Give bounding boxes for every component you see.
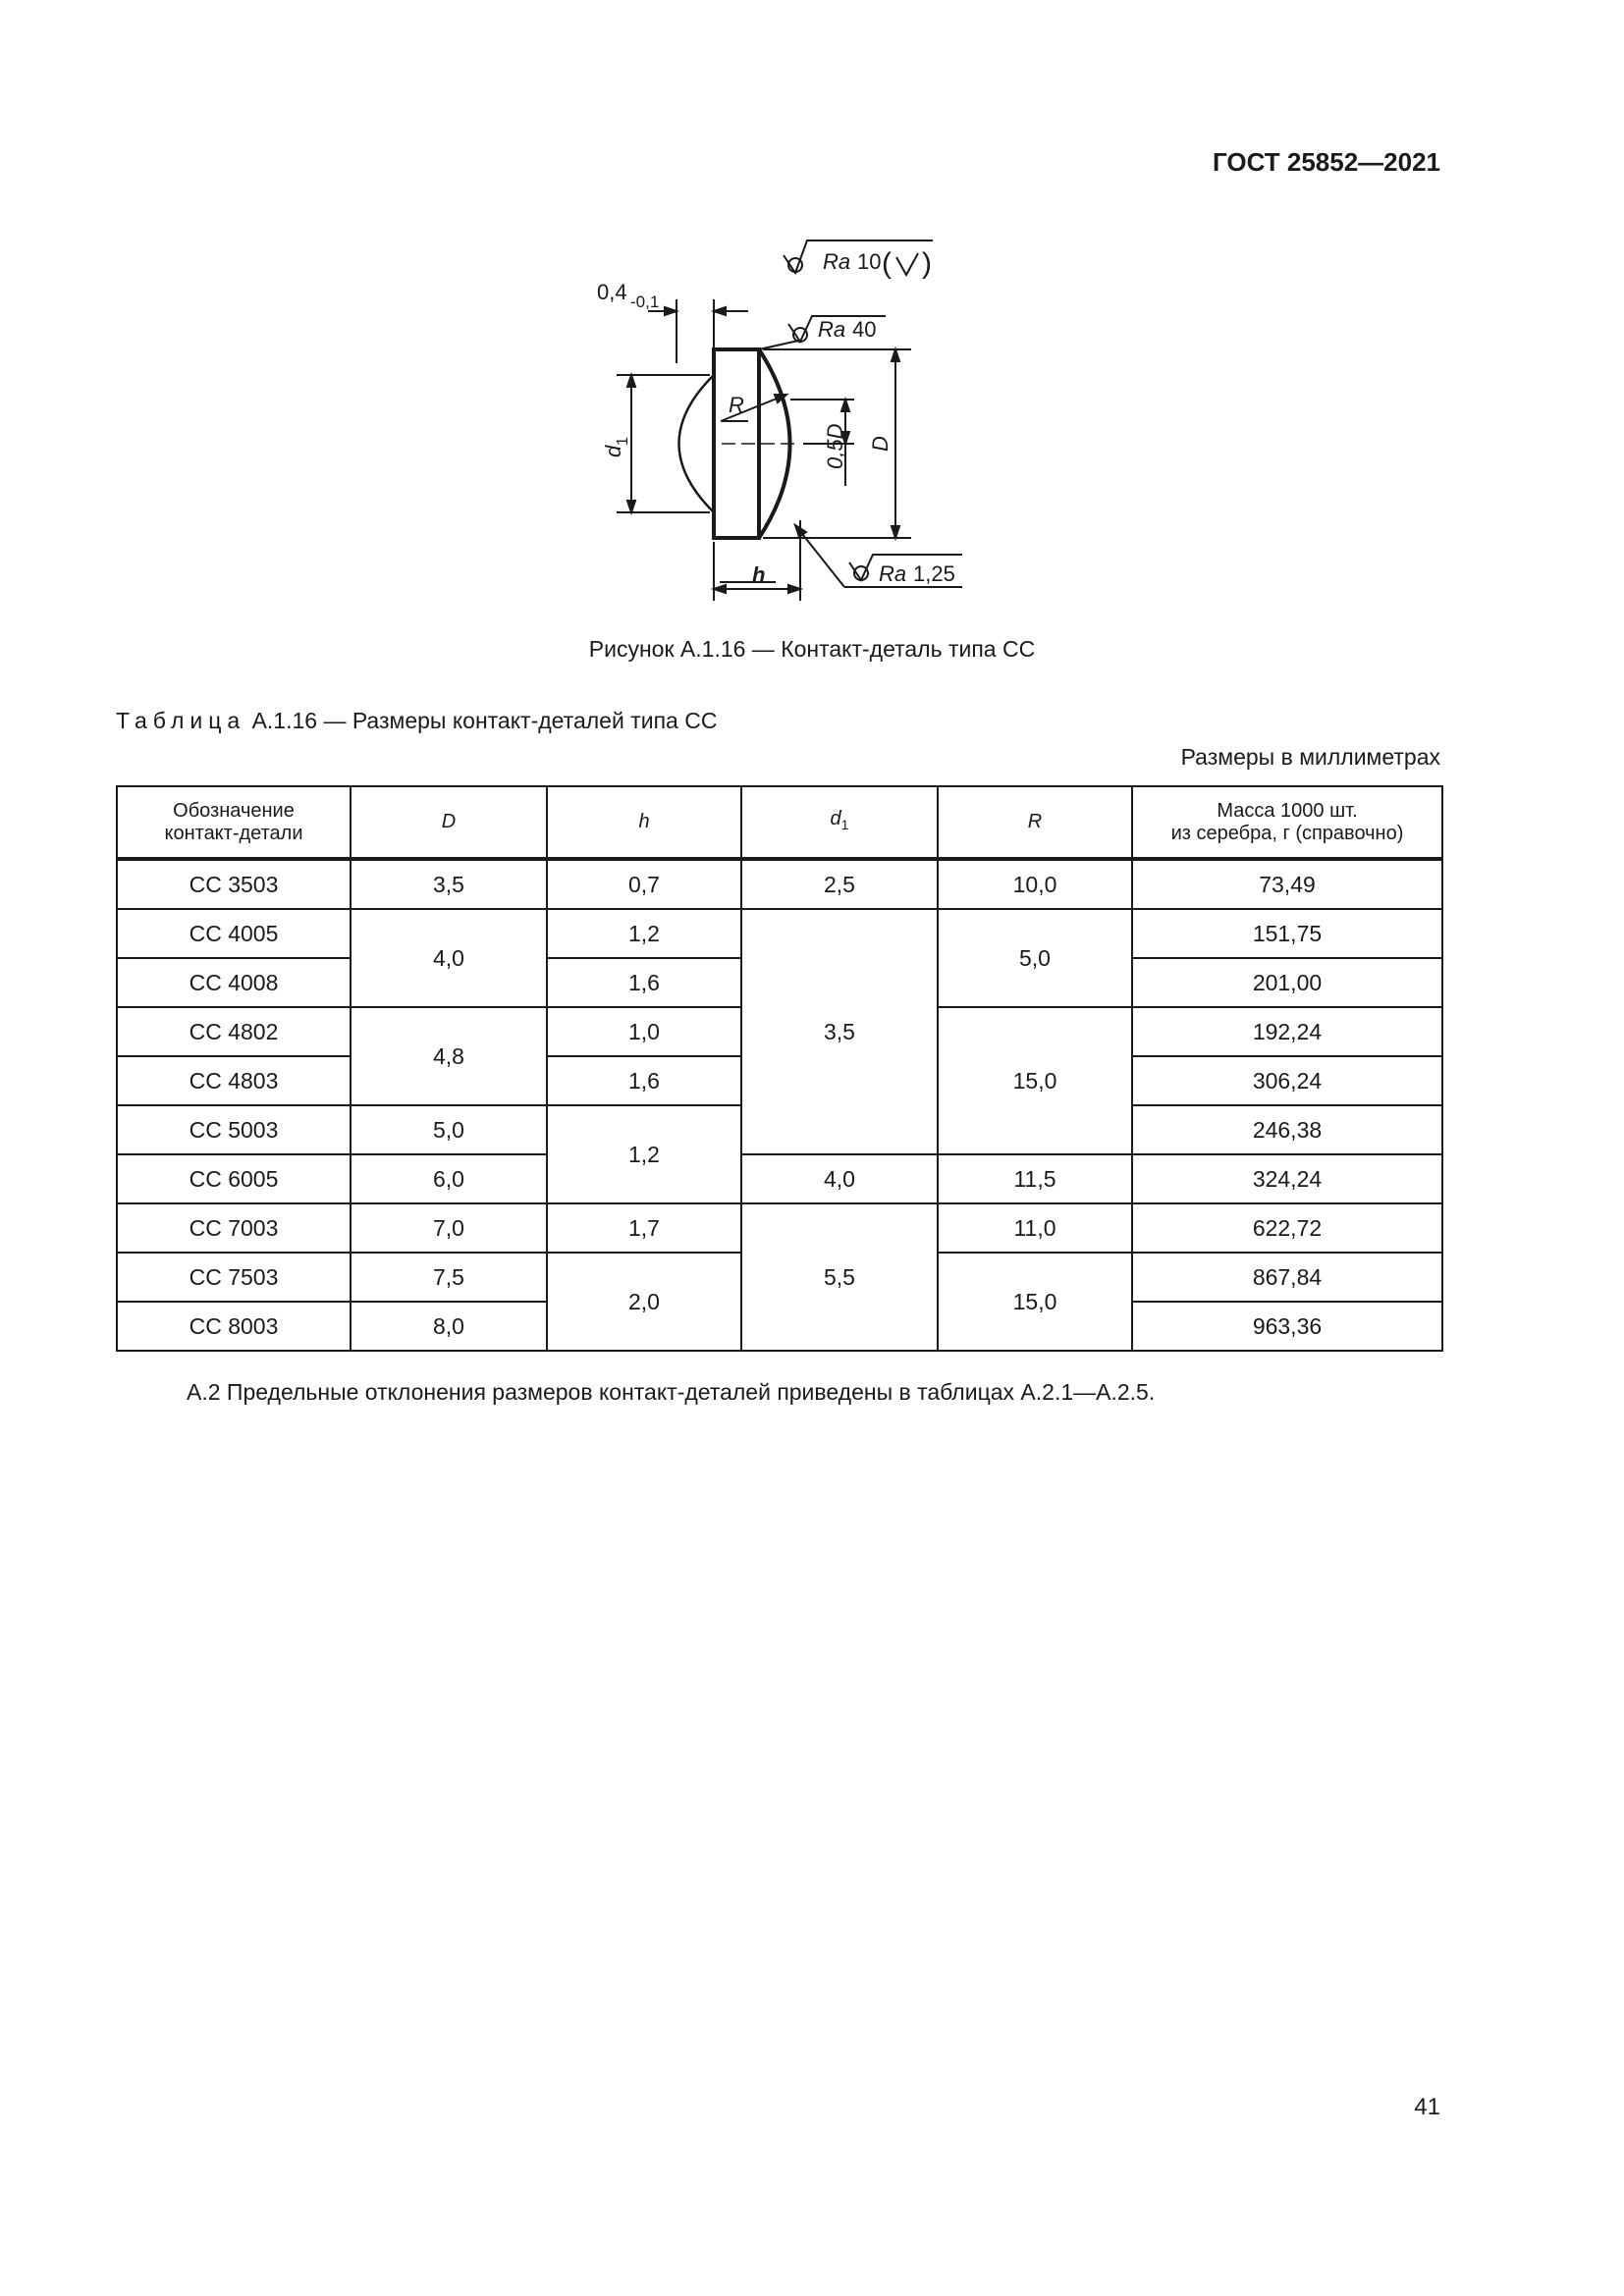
table-title-rest: А.1.16 — Размеры контакт-деталей типа СС xyxy=(251,708,718,733)
cell-mass: 324,24 xyxy=(1132,1154,1442,1203)
cell-d1: 2,5 xyxy=(741,859,938,909)
cell-designation: СС 4005 xyxy=(117,909,351,958)
cell-designation: СС 3503 xyxy=(117,859,351,909)
table-units: Размеры в миллиметрах xyxy=(1180,744,1440,770)
cell-mass: 246,38 xyxy=(1132,1105,1442,1154)
table-row xyxy=(117,1203,1442,1253)
cell-R: 5,0 xyxy=(938,909,1132,1007)
header-R: R xyxy=(938,786,1132,859)
cell-designation: СС 4008 xyxy=(117,958,351,1007)
header-D: D xyxy=(351,786,547,859)
note-paragraph: А.2 Предельные отклонения размеров контакт-деталей приведены в таблицах А.2.1—А.2.5. xyxy=(187,1379,1156,1405)
cell-d1: 3,5 xyxy=(741,909,938,1154)
table-title-prefix: Таблица xyxy=(116,708,246,733)
cell-designation: СС 4803 xyxy=(117,1056,351,1105)
ra-mid-label: Ra xyxy=(818,317,846,342)
cell-designation: СС 4802 xyxy=(117,1007,351,1056)
cell-designation: СС 6005 xyxy=(117,1154,351,1203)
cell-mass: 963,36 xyxy=(1132,1302,1442,1351)
cell-h: 0,7 xyxy=(547,859,741,909)
cell-R: 11,5 xyxy=(938,1154,1132,1203)
cell-designation: СС 8003 xyxy=(117,1302,351,1351)
figure-caption: Рисунок А.1.16 — Контакт-деталь типа СС xyxy=(588,636,1036,662)
cell-h: 1,0 xyxy=(547,1007,741,1056)
header-d1: $d_1$ xyxy=(741,786,938,859)
ra-top-paren-open: ( xyxy=(882,247,892,280)
d1-label-sub: 1 xyxy=(615,437,631,446)
cell-h: 1,2 xyxy=(547,909,741,958)
thickness-tolerance: -0,1 xyxy=(630,293,660,311)
header-h: h xyxy=(547,786,741,859)
cell-d1: 5,5 xyxy=(741,1203,938,1351)
cell-D: 3,5 xyxy=(351,859,547,909)
cell-mass: 73,49 xyxy=(1132,859,1442,909)
thickness-dimension: 0,4 xyxy=(597,280,627,304)
cell-d1: 4,0 xyxy=(741,1154,938,1203)
cell-h: 1,7 xyxy=(547,1203,741,1253)
ra-top-value: 10 xyxy=(857,249,882,274)
header-mass: Масса 1000 шт. из серебра, г (справочно) xyxy=(1132,786,1442,859)
cell-mass: 201,00 xyxy=(1132,958,1442,1007)
cell-D: 8,0 xyxy=(351,1302,547,1351)
cell-designation: СС 5003 xyxy=(117,1105,351,1154)
d1-label: d xyxy=(601,445,625,457)
cell-R: 15,0 xyxy=(938,1253,1132,1351)
ra-bot-value: 1,25 xyxy=(913,561,955,586)
cell-h: 1,2 xyxy=(547,1105,741,1203)
cell-D: 7,5 xyxy=(351,1253,547,1302)
d-label: D xyxy=(868,436,893,452)
ra-bot-label: Ra xyxy=(879,561,907,586)
standard-header: ГОСТ 25852—2021 xyxy=(1213,147,1440,177)
cell-mass: 867,84 xyxy=(1132,1253,1442,1302)
cell-mass: 192,24 xyxy=(1132,1007,1442,1056)
table-row xyxy=(117,1154,1442,1203)
cell-h: 2,0 xyxy=(547,1253,741,1351)
contact-part-drawing xyxy=(550,231,1001,614)
cell-mass: 622,72 xyxy=(1132,1203,1442,1253)
header-designation: Обозначение контакт-детали xyxy=(117,786,351,859)
cell-D: 4,0 xyxy=(351,909,547,1007)
h-label: h xyxy=(752,562,766,587)
cell-D: 6,0 xyxy=(351,1154,547,1203)
page-number: 41 xyxy=(1414,2094,1440,2120)
cell-D: 5,0 xyxy=(351,1105,547,1154)
cell-h: 1,6 xyxy=(547,958,741,1007)
part-shank xyxy=(679,375,715,512)
cell-D: 4,8 xyxy=(351,1007,547,1105)
table-row xyxy=(117,909,1442,958)
table-title xyxy=(116,708,717,734)
cell-mass: 306,24 xyxy=(1132,1056,1442,1105)
table-row xyxy=(117,859,1442,909)
ra-top-paren-close: ) xyxy=(922,247,932,280)
cell-D: 7,0 xyxy=(351,1203,547,1253)
table-header-row xyxy=(117,786,1442,859)
dimensions-table xyxy=(116,785,1443,1352)
cell-R: 11,0 xyxy=(938,1203,1132,1253)
ra-mid-value: 40 xyxy=(852,317,877,342)
r-label: R xyxy=(729,393,744,417)
cell-designation: СС 7503 xyxy=(117,1253,351,1302)
cell-designation: СС 7003 xyxy=(117,1203,351,1253)
ra-top-label: Ra xyxy=(823,249,851,274)
cell-mass: 151,75 xyxy=(1132,909,1442,958)
cell-R: 15,0 xyxy=(938,1007,1132,1154)
half-d-label: 0,5D xyxy=(823,423,847,469)
cell-R: 10,0 xyxy=(938,859,1132,909)
cell-h: 1,6 xyxy=(547,1056,741,1105)
